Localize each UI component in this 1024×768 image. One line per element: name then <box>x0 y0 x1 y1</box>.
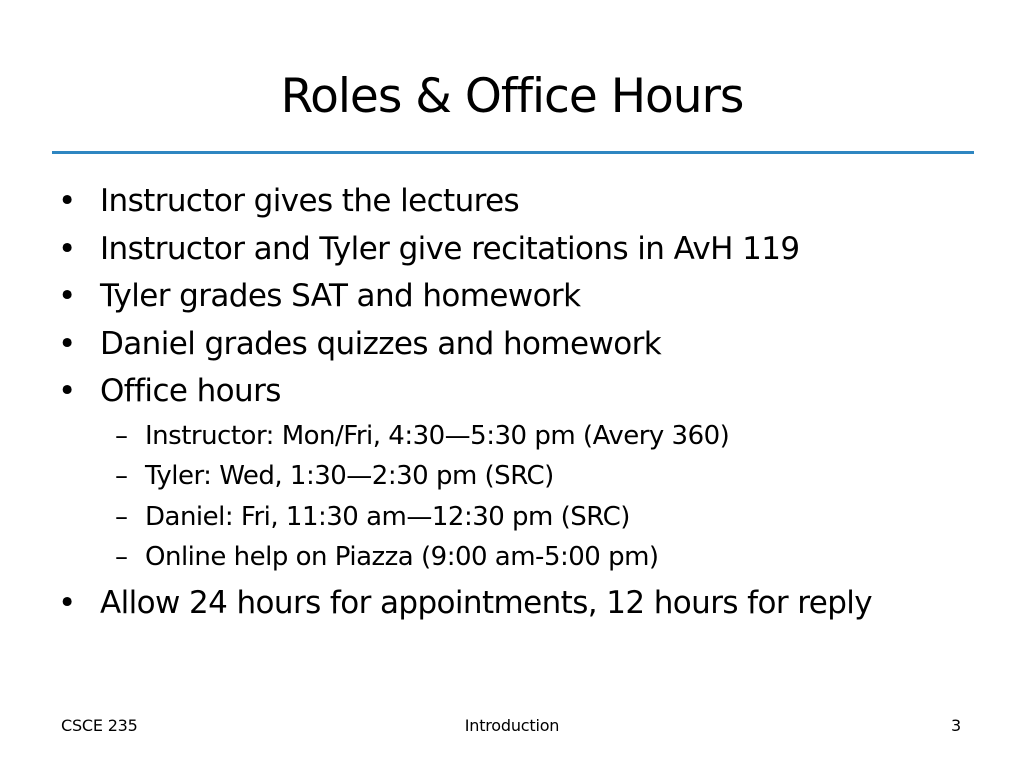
office-hours-item <box>52 497 992 538</box>
footer-topic: Introduction <box>464 716 560 735</box>
office-hours-item <box>52 456 992 497</box>
bullet-text: Office hours <box>100 373 281 409</box>
bullet-text: Daniel grades quizzes and homework <box>100 325 662 362</box>
bullet-item <box>52 273 992 321</box>
slide-title: Roles & Office Hours <box>280 69 744 124</box>
bullet-marker: • <box>58 183 76 219</box>
sub-bullet-marker: – <box>115 542 128 572</box>
sub-bullet-marker: – <box>115 420 128 451</box>
bullet-marker: • <box>58 230 76 267</box>
office-hours-text: Online help on Piazza (9:00 am-5:00 pm) <box>145 542 659 572</box>
bullet-item-office-hours <box>52 368 992 416</box>
office-hours-text: Daniel: Fri, 11:30 am—12:30 pm (SRC) <box>145 501 630 532</box>
bullet-marker: • <box>58 584 76 621</box>
title-underline <box>52 151 974 154</box>
office-hours-text: Instructor: Mon/Fri, 4:30—5:30 pm (Avery 360) <box>145 420 730 451</box>
slide-content <box>52 178 992 627</box>
bullet-text: Instructor and Tyler give recitations in AvH 119 <box>100 230 800 267</box>
bullet-marker: • <box>58 373 76 409</box>
footer-course: CSCE 235 <box>61 716 138 735</box>
bullet-marker: • <box>58 278 76 314</box>
bullet-item <box>52 178 992 226</box>
sub-bullet-marker: – <box>115 461 128 491</box>
office-hours-item <box>52 416 992 457</box>
bullet-text: Allow 24 hours for appointments, 12 hours for reply <box>100 584 873 621</box>
slide-number: 3 <box>951 716 961 735</box>
bullet-marker: • <box>58 325 76 362</box>
bullet-item <box>52 321 992 369</box>
sub-bullet-marker: – <box>115 501 128 532</box>
bullet-text: Instructor gives the lectures <box>100 183 520 219</box>
bullet-text: Tyler grades SAT and homework <box>100 278 581 314</box>
office-hours-item <box>52 537 992 578</box>
office-hours-text: Tyler: Wed, 1:30—2:30 pm (SRC) <box>145 461 554 491</box>
bullet-item <box>52 226 992 274</box>
bullet-item-appointments <box>52 580 992 628</box>
